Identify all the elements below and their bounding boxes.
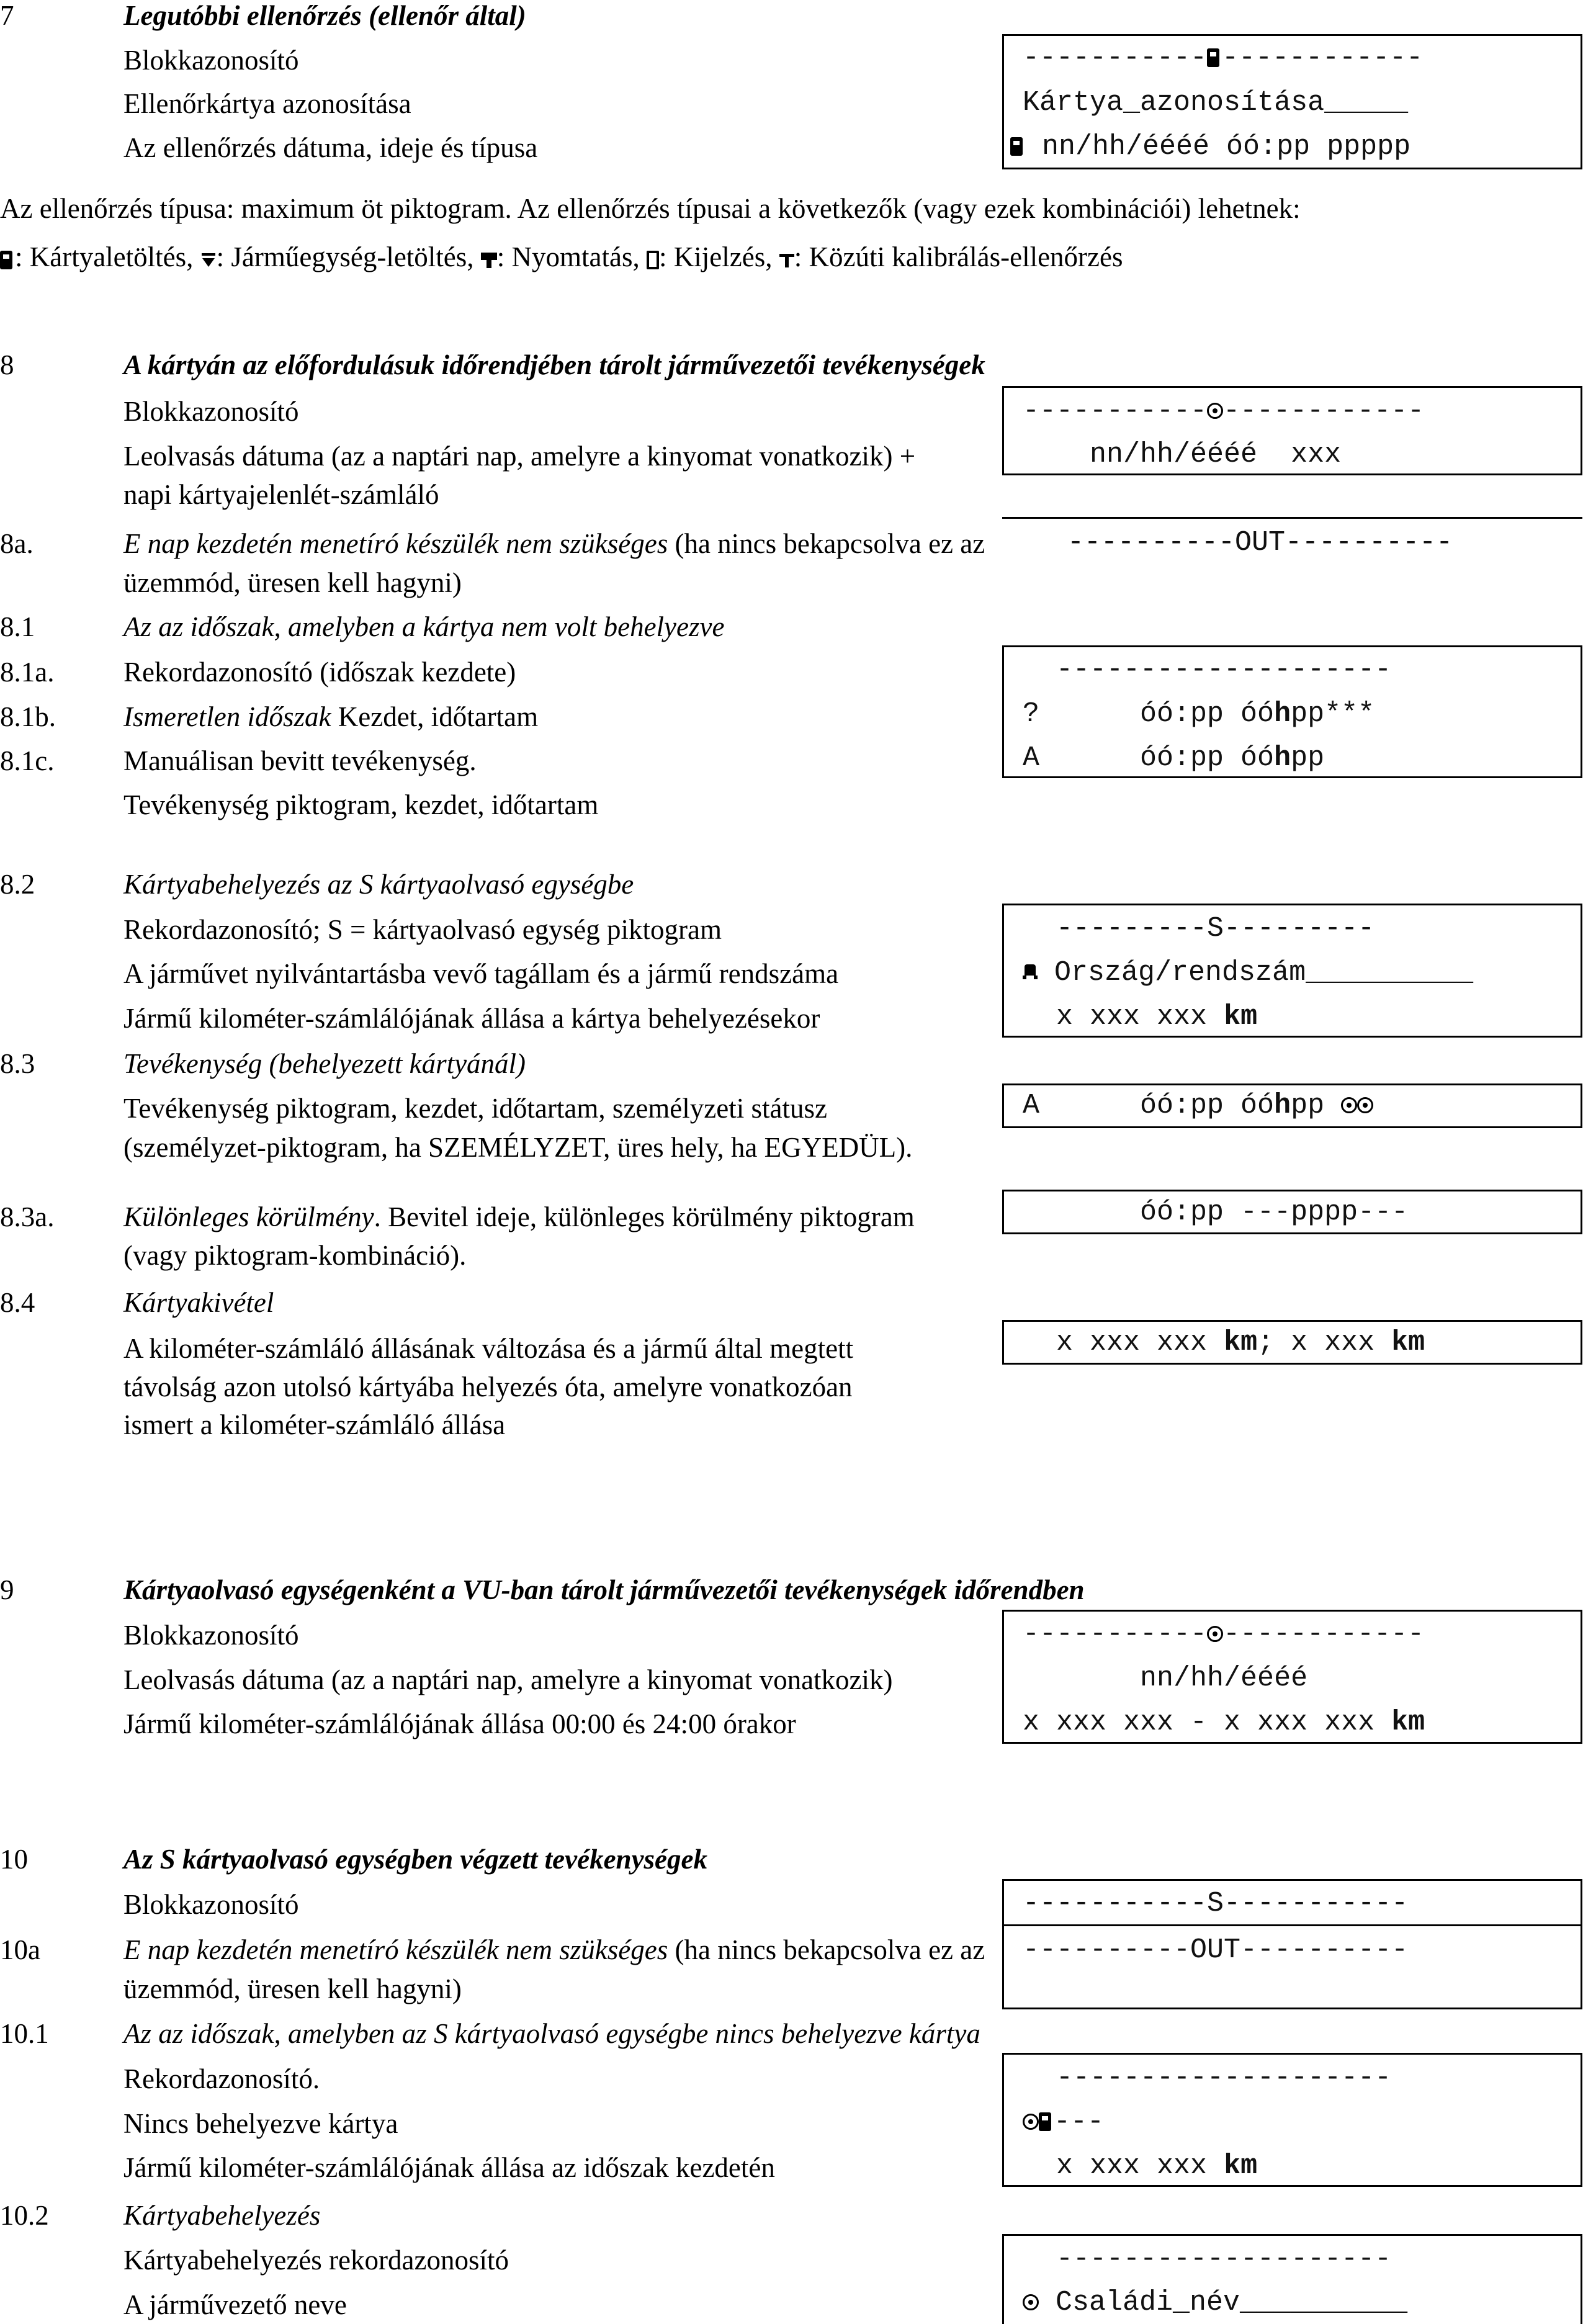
printout-line: x xxx xxx km; x xxx km <box>1023 1327 1425 1358</box>
item-text: Tevékenység piktogram, kezdet, időtartam, személyzeti státusz <box>123 1093 827 1124</box>
field-label: Leolvasás dátuma (az a naptári nap, amelyre a kinyomat vonatkozik) <box>123 1664 893 1695</box>
printout-line: -------------------- <box>1023 2062 1392 2094</box>
item-number: 8.3a. <box>0 1201 55 1232</box>
item-text: Manuálisan bevitt tevékenység. <box>123 745 477 776</box>
printout-line: A óó:pp óóhpp <box>1023 1088 1373 1124</box>
item-text: Az az időszak, amelyben az S kártyaolvasó egységbe nincs behelyezve kártya <box>123 2018 980 2049</box>
printout-box <box>1002 645 1582 778</box>
printout-box <box>1002 1610 1582 1744</box>
printout-box <box>1002 2234 1582 2324</box>
card-download-icon <box>0 251 12 269</box>
item-number: 8.3 <box>0 1048 35 1079</box>
pictogram-legend: : Kártyaletöltés, : Járműegység-letöltés, : Nyomtatás, : Kijelzés, : Közúti kalibrálás-ellenőrzés <box>0 239 1123 275</box>
printout-line: ----------- ------------ <box>1023 42 1424 74</box>
printout-line: -------------------- <box>1023 654 1392 686</box>
card-icon <box>1039 2112 1051 2131</box>
driver-icon <box>1207 403 1223 419</box>
printout-line: nn/hh/éééé óó:pp ppppp <box>1010 129 1410 165</box>
item-text: Nincs behelyezve kártya <box>123 2108 398 2139</box>
item-text: A járművezető neve <box>123 2289 347 2320</box>
item-text: E nap kezdetén menetíró készülék nem szükséges (ha nincs bekapcsolva ez az <box>123 528 985 559</box>
driver-icon <box>1023 2294 1039 2310</box>
vu-download-icon <box>200 251 217 269</box>
item-text: Kártyakivétel <box>123 1287 274 1318</box>
item-text: Rekordazonosító; S = kártyaolvasó egység piktogram <box>123 914 722 945</box>
printout-box <box>1002 2053 1582 2187</box>
item-text: távolság azon utolsó kártyába helyezés óta, amelyre vonatkozóan <box>123 1371 853 1402</box>
section-number: 9 <box>0 1574 14 1605</box>
item-number: 8a. <box>0 528 34 559</box>
item-text: Jármű kilométer-számlálójának állása a kártya behelyezésekor <box>123 1003 820 1034</box>
printout-line: -----------S----------- <box>1023 1888 1409 1919</box>
printout-line: x xxx xxx km <box>1023 2150 1258 2182</box>
item-number: 8.1 <box>0 611 35 642</box>
field-label: Leolvasás dátuma (az a naptári nap, amelyre a kinyomat vonatkozik) + <box>123 441 916 472</box>
printout-line: x xxx xxx km <box>1023 1001 1258 1033</box>
item-number: 10a <box>0 1934 40 1965</box>
printout-line: -------------------- <box>1023 2243 1392 2275</box>
item-number: 8.2 <box>0 869 35 900</box>
item-text: Ismeretlen időszak Kezdet, időtartam <box>123 701 539 732</box>
printout-box <box>1002 1320 1582 1365</box>
item-text: A járművet nyilvántartásba vevő tagállam és a jármű rendszáma <box>123 958 839 989</box>
item-text: E nap kezdetén menetíró készülék nem szükséges (ha nincs bekapcsolva ez az <box>123 1934 985 1965</box>
item-text: (vagy piktogram-kombináció). <box>123 1240 467 1271</box>
field-label: Az ellenőrzés dátuma, ideje és típusa <box>123 132 538 163</box>
display-icon <box>647 251 659 269</box>
printout-line: Ország/rendszám__________ <box>1023 955 1473 991</box>
item-text: Jármű kilométer-számlálójának állása az időszak kezdetén <box>123 2152 775 2183</box>
item-text: Rekordazonosító (időszak kezdete) <box>123 657 516 688</box>
printout-line: Családi_név__________ <box>1023 2285 1407 2321</box>
printout-line: ---------S--------- <box>1023 913 1375 944</box>
crew-icon <box>1357 1097 1373 1113</box>
note-text: Az ellenőrzés típusa: maximum öt piktogram. Az ellenőrzés típusai a következők (vagy ezek kombinációi) lehetnek: <box>0 193 1301 224</box>
printout-line: ----------OUT---------- <box>1023 1934 1409 1966</box>
vehicle-icon <box>1023 963 1038 982</box>
card-icon <box>1010 137 1023 156</box>
printout-line: x xxx xxx - x xxx xxx km <box>1023 1707 1425 1738</box>
item-number: 8.1b. <box>0 701 56 732</box>
printout-line: nn/hh/éééé xxx <box>1023 439 1342 470</box>
printout-line: ----------- ------------ <box>1023 395 1425 427</box>
section-title: Az S kártyaolvasó egységben végzett tevékenységek <box>123 1844 708 1875</box>
item-text: Különleges körülmény. Bevitel ideje, különleges körülmény piktogram <box>123 1201 915 1232</box>
printout-box <box>1002 386 1582 475</box>
item-number: 10.2 <box>0 2200 49 2231</box>
printout-line: ? óó:pp óóhpp*** <box>1023 698 1375 730</box>
section-number: 7 <box>0 0 14 31</box>
item-number: 8.1c. <box>0 745 55 776</box>
field-label: napi kártyajelenlét-számláló <box>123 479 439 510</box>
item-number: 8.4 <box>0 1287 35 1318</box>
printout-box <box>1002 1083 1582 1128</box>
item-text: Kártyabehelyezés <box>123 2200 321 2231</box>
field-label: Blokkazonosító <box>123 45 299 76</box>
printout-line: ----------OUT---------- <box>1067 527 1453 559</box>
printout-box <box>1002 904 1582 1038</box>
crew-icon <box>1341 1097 1357 1113</box>
section-title: A kártyán az előfordulásuk időrendjében tárolt járművezetői tevékenységek <box>123 349 985 380</box>
roadside-calibration-icon <box>779 251 794 269</box>
item-text: Kártyabehelyezés rekordazonosító <box>123 2245 509 2276</box>
field-label: Jármű kilométer-számlálójának állása 00:00 és 24:00 órakor <box>123 1708 796 1739</box>
printout-box <box>1002 1879 1582 2009</box>
separator-line <box>1002 1924 1582 1926</box>
item-number: 10.1 <box>0 2018 49 2049</box>
print-icon <box>481 251 497 269</box>
item-text: üzemmód, üresen kell hagyni) <box>123 1973 462 2004</box>
driver-icon <box>1023 2114 1039 2130</box>
printout-line: nn/hh/éééé <box>1023 1662 1308 1694</box>
field-label: Blokkazonosító <box>123 396 299 427</box>
section-number: 8 <box>0 349 14 380</box>
separator-line <box>1002 517 1582 519</box>
card-icon <box>1207 48 1219 67</box>
item-text: Kártyabehelyezés az S kártyaolvasó egységbe <box>123 869 634 900</box>
printout-line: Kártya_azonosítása_____ <box>1023 87 1409 119</box>
section-number: 10 <box>0 1844 28 1875</box>
printout-box <box>1002 1190 1582 1234</box>
item-text: Tevékenység piktogram, kezdet, időtartam <box>123 789 599 820</box>
section-title: Legutóbbi ellenőrzés (ellenőr által) <box>123 0 526 31</box>
item-text: ismert a kilométer-számláló állása <box>123 1409 506 1440</box>
field-label: Blokkazonosító <box>123 1889 299 1920</box>
printout-box <box>1002 34 1582 169</box>
item-number: 8.1a. <box>0 657 55 688</box>
item-text: Tevékenység (behelyezett kártyánál) <box>123 1048 526 1079</box>
field-label: Ellenőrkártya azonosítása <box>123 88 411 119</box>
item-text: Rekordazonosító. <box>123 2063 320 2094</box>
field-label: Blokkazonosító <box>123 1620 299 1651</box>
item-text: (személyzet-piktogram, ha SZEMÉLYZET, üres hely, ha EGYEDÜL). <box>123 1132 913 1163</box>
printout-line: ----------- ------------ <box>1023 1618 1425 1650</box>
item-text: A kilométer-számláló állásának változása és a jármű által megtett <box>123 1333 854 1364</box>
driver-icon <box>1207 1626 1223 1642</box>
printout-line: A óó:pp óóhpp <box>1023 742 1325 774</box>
section-title: Kártyaolvasó egységenként a VU-ban tárolt járművezetői tevékenységek időrendben <box>123 1574 1085 1605</box>
item-text: üzemmód, üresen kell hagyni) <box>123 567 462 598</box>
item-text: Az az időszak, amelyben a kártya nem volt behelyezve <box>123 611 725 642</box>
printout-line: --- <box>1023 2104 1104 2140</box>
printout-line: óó:pp ---pppp--- <box>1023 1196 1409 1228</box>
